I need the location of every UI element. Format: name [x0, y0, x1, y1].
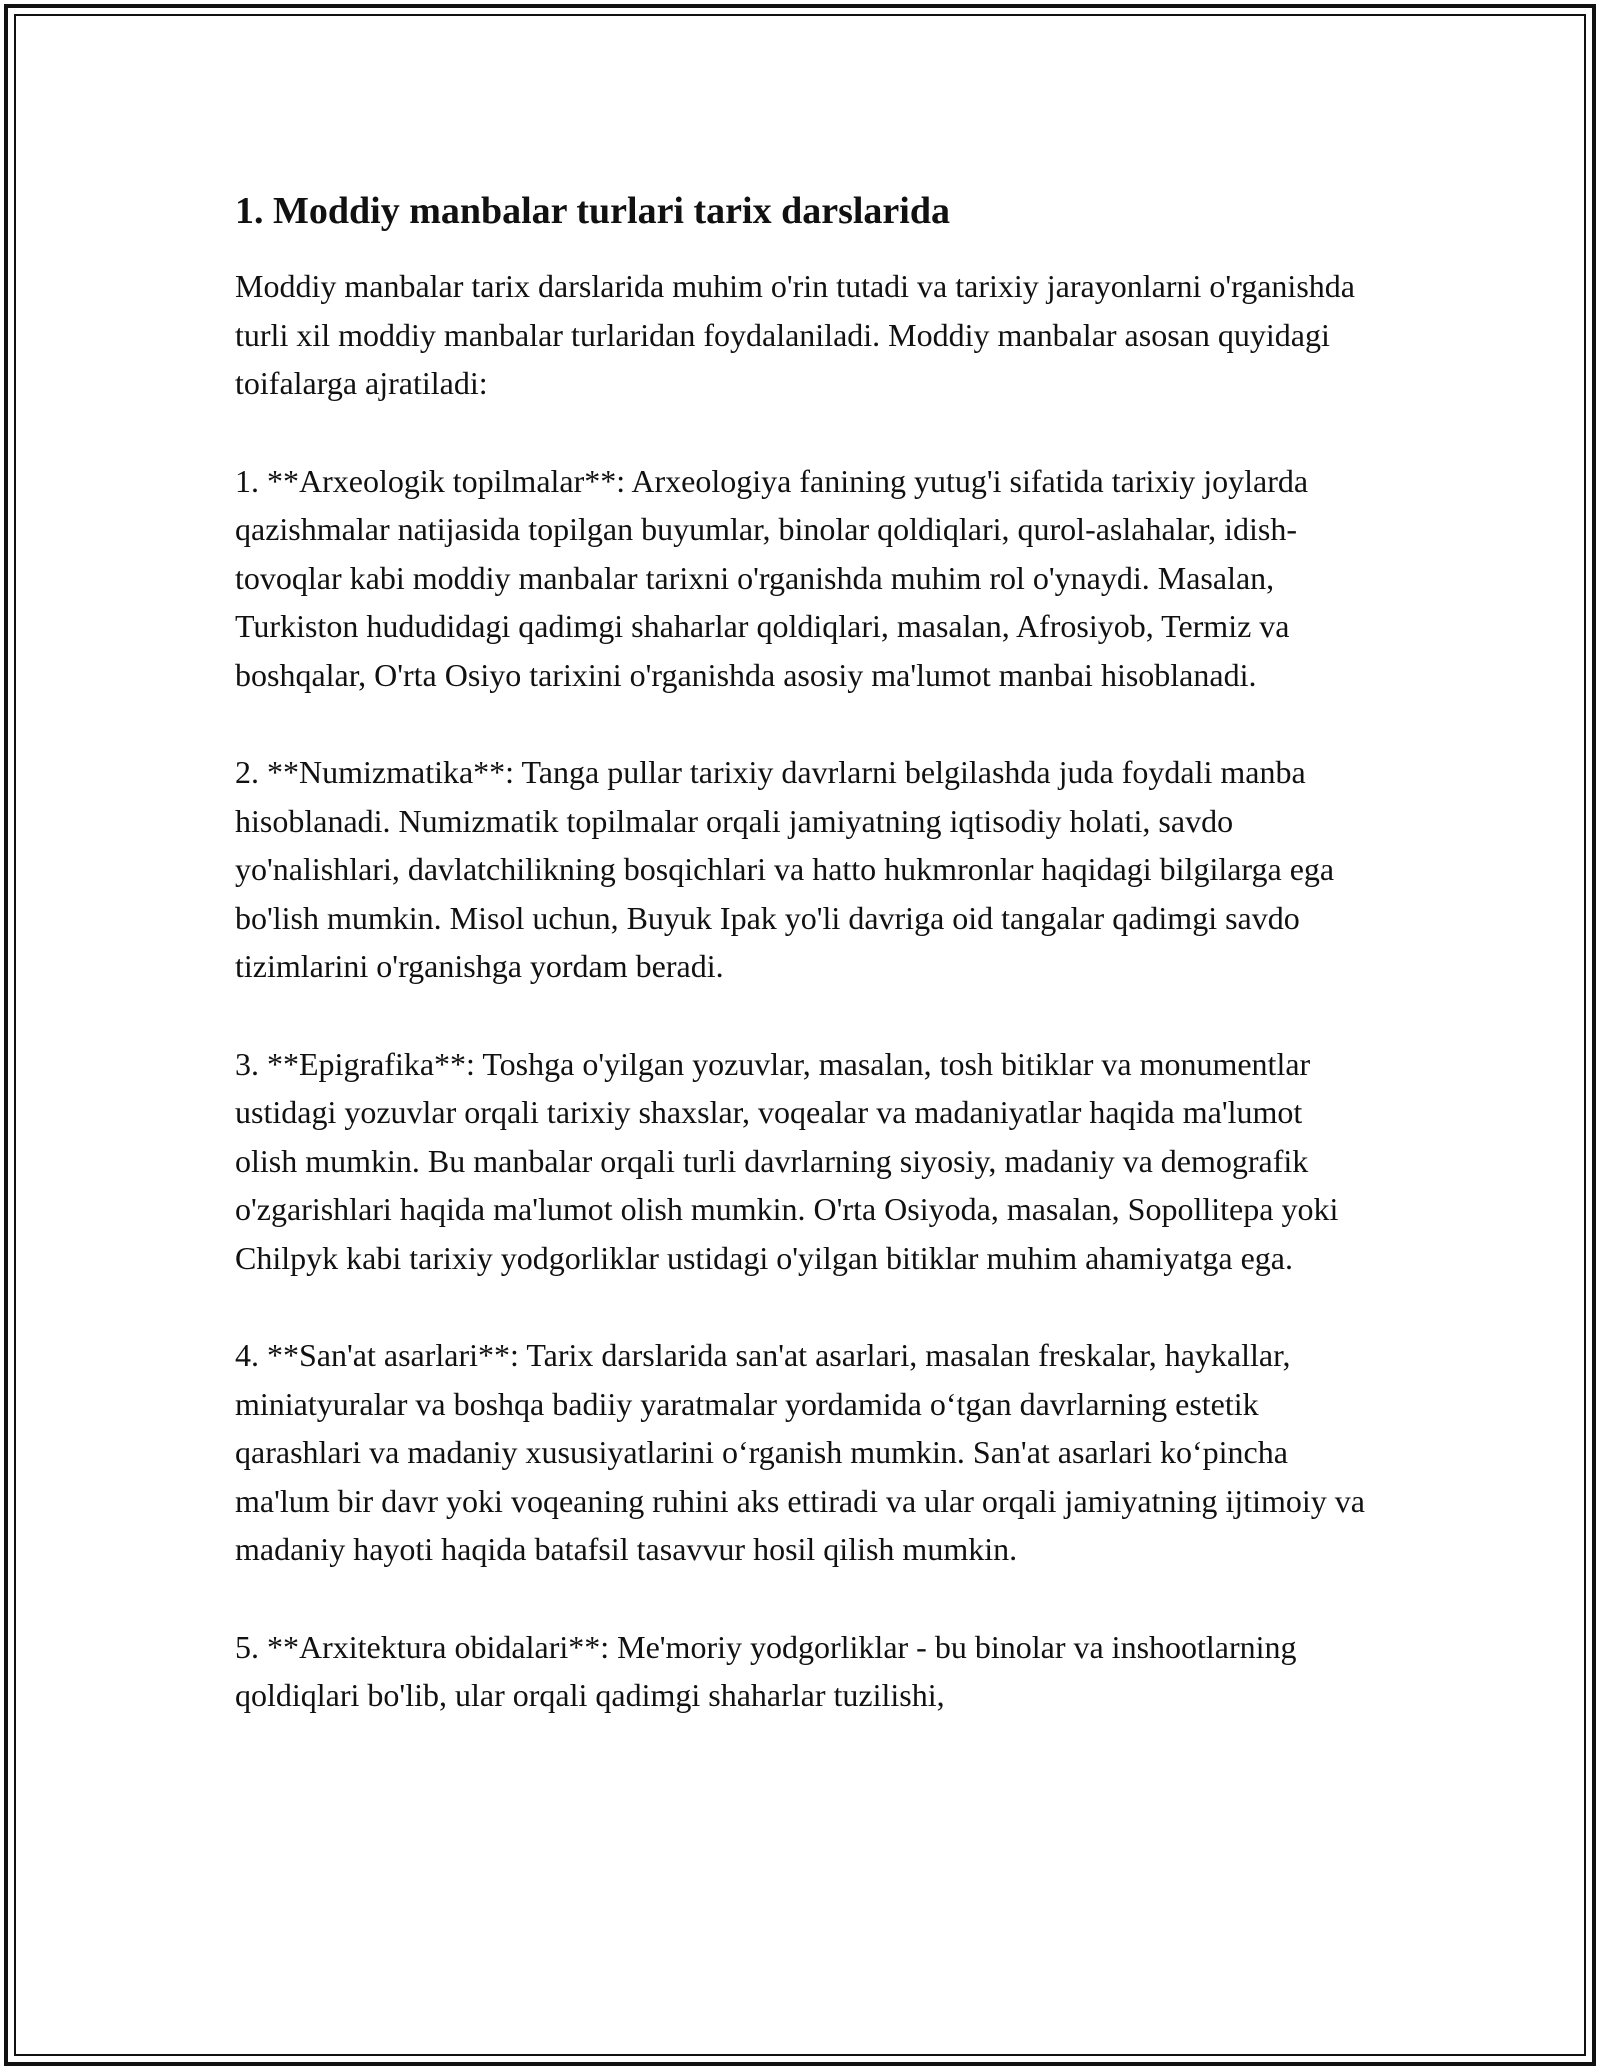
paragraph-epigrafika: 3. **Epigrafika**: Toshga o'yilgan yozuvlar, masalan, tosh bitiklar va monumentlar ustidagi yozuvlar orqali tarixiy shaxslar, voqealar va madaniyatlar haqida ma'lumot olish mumkin. Bu manbalar orqali turli davrlarning siyosiy, madaniy va demografik o'zgarishlari haqida ma'lumot olish mumkin. O'rta Osiyoda, masalan, Sopollitepa yoki Chilpyk kabi tarixiy yodgorliklar ustidagi o'yilgan bitiklar muhim ahamiyatga ega. [235, 1045, 1339, 1276]
section-heading: 1. Moddiy manbalar turlari tarix darslarida [235, 190, 950, 232]
intro-paragraph: Moddiy manbalar tarix darslarida muhim o'rin tutadi va tarixiy jarayonlarni o'rganishda turli xil moddiy manbalar turlaridan foydalaniladi. Moddiy manbalar asosan quyidagi toifalarga ajratiladi: [235, 268, 1355, 401]
paragraph-arxeologik-topilmalar: 1. **Arxeologik topilmalar**: Arxeologiya fanining yutug'i sifatida tarixiy joylarda qazishmalar natijasida topilgan buyumlar, binolar qoldiqlari, qurol-aslahalar, idish-tovoqlar kabi moddiy manbalar tarixni o'rganishda muhim rol o'ynaydi. Masalan, Turkiston hududidagi qadimgi shaharlar qoldiqlari, masalan, Afrosiyob, Termiz va boshqalar, O'rta Osiyo tarixini o'rganishda asosiy ma'lumot manbai hisoblanadi. [235, 462, 1309, 693]
paragraph-sanat-asarlari: 4. **San'at asarlari**: Tarix darslarida san'at asarlari, masalan freskalar, haykallar, miniatyuralar va boshqa badiiy yaratmalar yordamida o‘tgan davrlarning estetik qarashlari va madaniy xususiyatlarini o‘rganish mumkin. San'at asarlari ko‘pincha ma'lum bir davr yoki voqeaning ruhini aks ettiradi va ular orqali jamiyatning ijtimoiy va madaniy hayoti haqida batafsil tasavvur hosil qilish mumkin. [235, 1337, 1365, 1567]
document-body [235, 186, 1365, 1769]
paragraph-arxitektura-obidalari: 5. **Arxitektura obidalari**: Me'moriy yodgorliklar - bu binolar va inshootlarning qoldiqlari bo'lib, ular orqali qadimgi shaharlar tuzilishi, [235, 1628, 1297, 1713]
paragraph-numizmatika: 2. **Numizmatika**: Tanga pullar tarixiy davrlarni belgilashda juda foydali manba hisoblanadi. Numizmatik topilmalar orqali jamiyatning iqtisodiy holati, savdo yo'nalishlari, davlatchilikning bosqichlari va hatto hukmronlar haqidagi bilgilarga ega bo'lish mumkin. Misol uchun, Buyuk Ipak yo'li davriga oid tangalar qadimgi savdo tizimlarini o'rganishga yordam beradi. [235, 754, 1335, 984]
